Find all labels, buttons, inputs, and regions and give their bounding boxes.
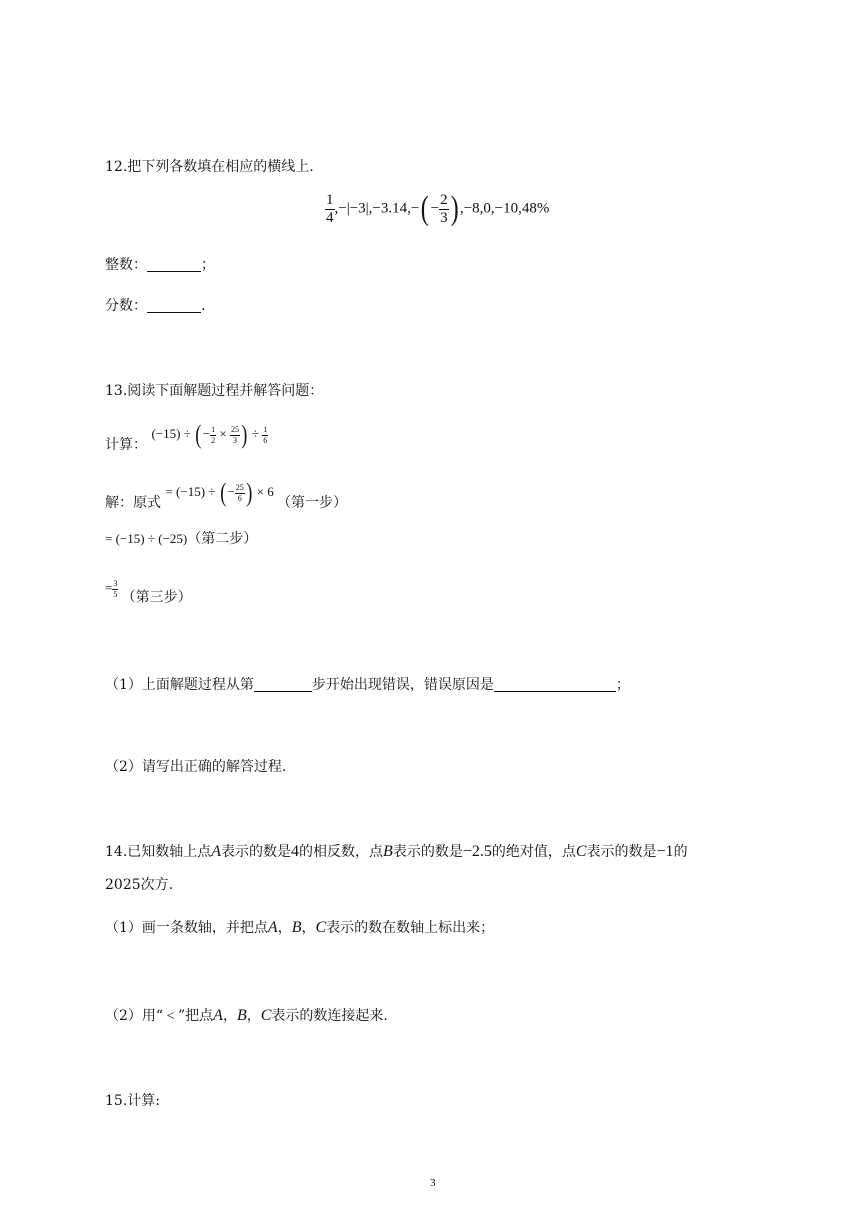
fraction-one-quarter: $\frac{1}{4}$ bbox=[326, 191, 334, 226]
fractions-answer-blank[interactable] bbox=[147, 298, 201, 313]
q13-calc-expression: 计算： (−15) ÷ (− $\frac{1}{2}$ × $\frac{25}{3}$ ) ÷ $\frac{1}{6}$ bbox=[105, 420, 268, 453]
fraction-two-thirds: $\frac{2}{3}$ bbox=[440, 191, 448, 226]
q14-sub1: （1）画一条数轴，并把点A，B，C表示的数在数轴上标出来； bbox=[105, 919, 495, 936]
q12-number-list: $\frac{1}{4}$ ,−|−3|,−3.14,−( − $\frac{2}{3}$ ) ,−8,0,−10,48% bbox=[326, 190, 550, 227]
q14-line1: 14.已知数轴上点A表示的数是4的相反数，点B表示的数是−2.5的绝对值，点C表示的数是−1的 bbox=[105, 843, 688, 860]
q13-sub1: （1）上面解题过程从第 步开始出现错误，错误原因是 ； bbox=[105, 677, 630, 693]
error-step-blank[interactable] bbox=[254, 677, 312, 692]
q12-fractions-row: 分数： . bbox=[105, 298, 206, 314]
q13-step3: = $\frac{3}{5}$ （第三步） bbox=[105, 579, 192, 606]
q13-step1: 解：原式 = (−15) ÷ (− $\frac{25}{6}$ ) × 6 （第一步） bbox=[105, 478, 347, 511]
q12-stem: 12.把下列各数填在相应的横线上. bbox=[105, 159, 314, 175]
q13-sub2: （2）请写出正确的解答过程. bbox=[105, 759, 287, 775]
page-number: 3 bbox=[430, 1177, 436, 1189]
q12-integers-row: 整数： ； bbox=[105, 257, 215, 273]
q15-stem: 15.计算: bbox=[105, 1093, 160, 1109]
q14-sub2: （2）用“ < ”把点A，B，C表示的数连接起来. bbox=[105, 1007, 388, 1024]
q13-step2: = (−15) ÷ (−25)（第二步） bbox=[105, 531, 258, 547]
integers-answer-blank[interactable] bbox=[147, 257, 201, 272]
q13-stem: 13.阅读下面解题过程并解答问题： bbox=[105, 383, 324, 399]
q14-line2: 2025次方. bbox=[105, 877, 174, 893]
error-reason-blank[interactable] bbox=[494, 677, 616, 692]
